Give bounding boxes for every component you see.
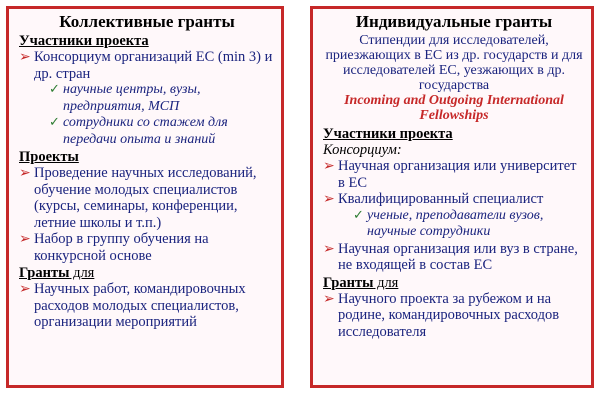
arrow-bullet-icon: ➢ <box>19 165 31 181</box>
panel-subtitle: Стипендии для исследователей, приезжающих в ЕС из др. государств и для исследователей ЕС, уезжающих в др. государства <box>325 33 583 93</box>
participants-heading: Участники проекта <box>323 126 453 142</box>
grants-heading: Гранты для <box>19 265 95 281</box>
check-item: ✓ ученые, преподаватели вузов, научные сотрудники <box>353 207 544 239</box>
program-name: Incoming and Outgoing International Fellowships <box>344 93 564 123</box>
consortium-label: Консорциум: <box>323 142 402 158</box>
arrow-bullet-icon: ➢ <box>323 240 335 257</box>
arrow-bullet-icon: ➢ <box>323 191 335 207</box>
list-item: ➢ Консорциум организаций ЕС (min 3) и др. стран <box>19 49 273 82</box>
check-item: ✓ сотрудники со стажем для передачи опыта и знаний <box>49 115 228 147</box>
check-icon: ✓ <box>353 207 364 223</box>
list-item: ➢ Квалифицированный специалист <box>323 191 544 207</box>
arrow-bullet-icon: ➢ <box>19 281 31 297</box>
arrow-bullet-icon: ➢ <box>19 231 31 247</box>
panel-title: Индивидуальные гранты <box>355 12 553 31</box>
grants-heading: Гранты для <box>323 274 399 291</box>
arrow-bullet-icon: ➢ <box>323 158 335 174</box>
list-item: ➢ Научных работ, командировочных расходов молодых специалистов, организации мероприятий <box>19 281 246 330</box>
panel-title: Коллективные гранты <box>59 12 235 31</box>
individual-grants-panel <box>310 6 594 388</box>
check-icon: ✓ <box>49 82 60 97</box>
arrow-bullet-icon: ➢ <box>19 49 31 65</box>
check-item: ✓ научные центры, вузы, предприятия, МСП <box>49 82 201 114</box>
projects-heading: Проекты <box>19 149 79 165</box>
list-item: ➢ Научная организация или университет в ЕС <box>323 158 577 191</box>
list-item: ➢ Набор в группу обучения на конкурсной основе <box>19 231 209 264</box>
list-item: ➢ Научная организация или вуз в стране, не входящей в состав ЕС <box>323 240 578 273</box>
list-item: ➢ Научного проекта за рубежом и на родине, командировочных расходов исследователя <box>323 290 560 340</box>
collective-grants-panel <box>6 6 284 388</box>
participants-heading: Участники проекта <box>19 33 149 49</box>
check-icon: ✓ <box>49 115 60 130</box>
arrow-bullet-icon: ➢ <box>323 290 335 307</box>
list-item: ➢ Проведение научных исследований, обучение молодых специалистов (курсы, семинары, конференции, летние школы и т.п.) <box>19 165 257 231</box>
